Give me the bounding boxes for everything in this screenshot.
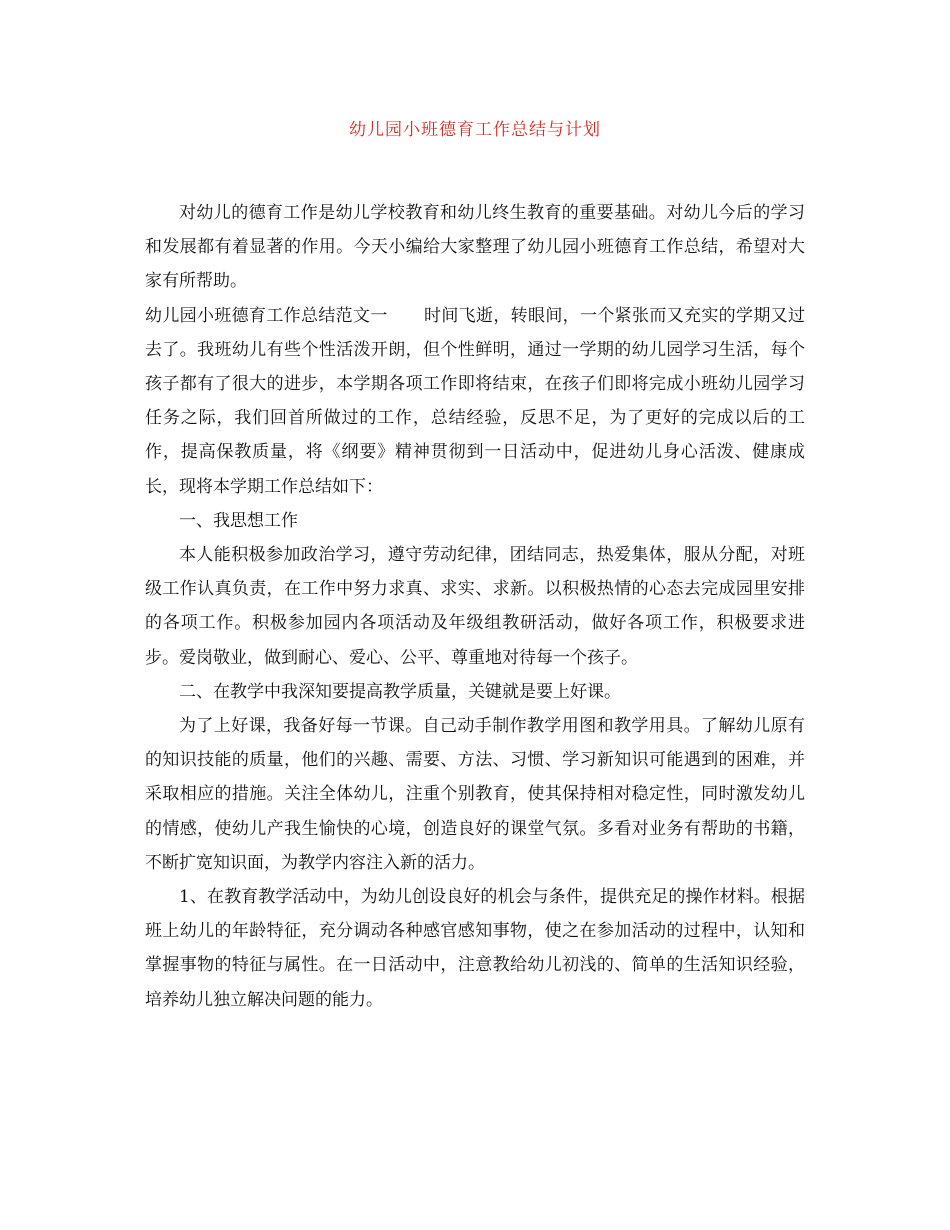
sample-title: 幼儿园小班德育工作总结范文一 — [145, 305, 388, 326]
section-heading-1: 一、我思想工作 — [179, 510, 298, 531]
section-heading-2: 二、在教学中我深知要提高教学质量，关键就是要上好课。 — [179, 681, 621, 702]
section-paragraph-3: 1、在教育教学活动中，为幼儿创设良好的机会与条件，提供充足的操作材料。根据班上幼儿的年龄特征，充分调动各种感官感知事物，使之在参加活动的过程中，认知和掌握事物的特征与属性。在一日活动中，注意教给幼儿初浅的、简单的生活知识经验，培养幼儿独立解决问题的能力。 — [145, 887, 805, 1010]
document-title: 幼儿园小班德育工作总结与计划 — [349, 120, 601, 140]
sample-opening: 时间飞逝，转眼间，一个紧张而又充实的学期又过去了。我班幼儿有些个性活泼开朗，但个性鲜明，通过一学期的幼儿园学习生活，每个孩子都有了很大的进步，本学期各项工作即将结束，在孩子们即将完成小班幼儿园学习任务之际，我们回首所做过的工作，总结经验，反思不足，为了更好的完成以后的工作，提高保教质量，将《纲要》精神贯彻到一日活动中，促进幼儿身心活泼、健康成长，现将本学期工作总结如下： — [145, 305, 806, 497]
sample-paragraph — [145, 299, 805, 504]
intro-paragraph: 对幼儿的德育工作是幼儿学校教育和幼儿终生教育的重要基础。对幼儿今后的学习和发展都有着显著的作用。今天小编给大家整理了幼儿园小班德育工作总结，希望对大家有所帮助。 — [145, 203, 805, 292]
section-paragraph-1: 本人能积极参加政治学习，遵守劳动纪律，团结同志，热爱集体，服从分配，对班级工作认真负责，在工作中努力求真、求实、求新。以积极热情的心态去完成园里安排的各项工作。积极参加园内各项活动及年级组教研活动，做好各项工作，积极要求进步。爱岗敬业，做到耐心、爱心、公平、尊重地对待每一个孩子。 — [145, 545, 805, 668]
document-body — [145, 196, 805, 1017]
section-paragraph-2: 为了上好课，我备好每一节课。自己动手制作教学用图和教学用具。了解幼儿原有的知识技能的质量，他们的兴趣、需要、方法、习惯、学习新知识可能遇到的困难，并采取相应的措施。关注全体幼儿，注重个别教育，使其保持相对稳定性，同时激发幼儿的情感，使幼儿产我生愉快的心境，创造良好的课堂气氛。多看对业务有帮助的书籍，不断扩宽知识面，为教学内容注入新的活力。 — [145, 716, 805, 873]
